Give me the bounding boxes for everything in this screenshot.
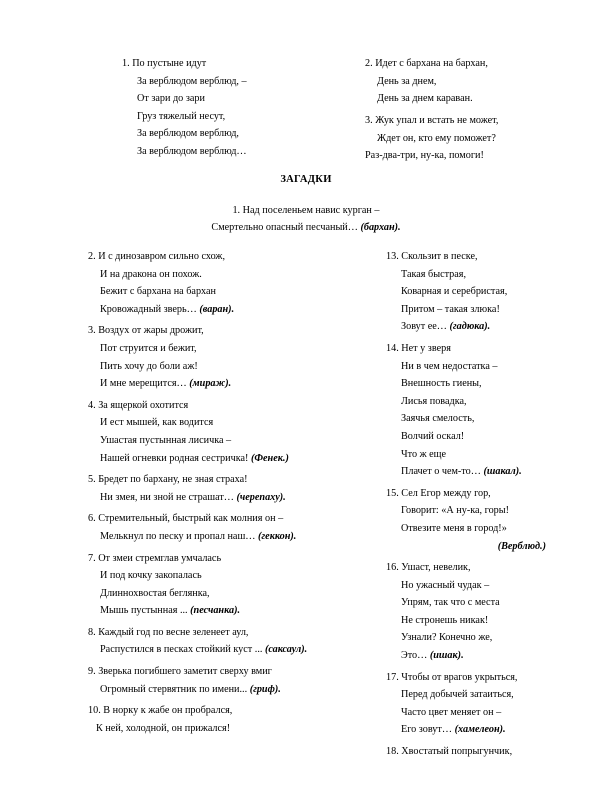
riddle-text: Кровожадный зверь… — [100, 303, 200, 315]
riddle-13 — [386, 248, 546, 336]
riddle-9 — [88, 663, 307, 698]
riddle-1-line-1 — [0, 202, 612, 219]
riddle-line: 10. В норку к жабе он пробрался, — [88, 705, 233, 717]
riddle-18 — [386, 743, 546, 761]
riddle-line: Заячья смелость, — [401, 413, 475, 425]
riddle-line: Не стронешь никак! — [401, 614, 489, 626]
riddle-1-answer: (бархан). — [360, 222, 401, 233]
riddle-line: Перед добычей затаиться, — [401, 689, 514, 701]
riddle-line: Ушастая пустынная лисичка – — [100, 434, 232, 446]
riddle-line: Волчий оскал! — [401, 430, 465, 442]
poem-1-line: Груз тяжелый несут, — [137, 110, 226, 122]
riddle-line: 18. Хвостатый попрыгунчик, — [386, 746, 513, 758]
riddle-text: Мышь пустынная ... — [100, 605, 191, 617]
riddle-14 — [386, 340, 546, 481]
riddle-line — [88, 528, 307, 546]
poem-2-line: День за днем, — [377, 75, 437, 87]
riddle-line — [88, 681, 307, 699]
poem-2-line: День за днем караван. — [377, 93, 473, 105]
riddle-answer: (шакал). — [483, 466, 522, 478]
riddle-line: Внешность гиены, — [401, 378, 482, 390]
riddle-line: Такая быстрая, — [401, 268, 467, 280]
riddle-line: Отвезите меня в город!» — [401, 522, 507, 534]
riddle-text: Распустился в песках стойкий куст ... — [100, 644, 265, 656]
riddle-line: Ни в чем недостатка – — [401, 360, 498, 372]
riddle-5 — [88, 471, 307, 506]
riddle-line: 13. Скользит в песке, — [386, 251, 478, 262]
riddle-line — [88, 602, 307, 620]
riddle-line: 7. От змеи стремглав умчалась — [88, 552, 222, 564]
riddle-line — [88, 301, 307, 319]
poem-1-line: От зари до зари — [137, 93, 205, 105]
riddle-line: Часто цвет меняет он – — [401, 706, 502, 718]
riddle-text: Это… — [401, 650, 430, 662]
riddle-2 — [88, 248, 307, 318]
riddle-line — [386, 721, 546, 739]
riddle-line: 9. Зверька погибшего заметит сверху вмиг — [88, 666, 272, 678]
riddle-line — [386, 647, 546, 665]
riddle-line: Упрям, так что с места — [401, 597, 500, 609]
riddle-line: Узнали? Конечно же, — [401, 632, 493, 644]
poem-1-line: За верблюдом верблюд, – — [137, 75, 247, 87]
riddle-text: Зовут ее… — [401, 321, 450, 333]
poem-1 — [122, 55, 247, 161]
riddle-line — [386, 318, 546, 336]
riddle-line: И на дракона он похож. — [100, 268, 202, 280]
riddle-1-text: Смертельно опасный песчаный… — [211, 222, 361, 233]
riddle-1-line-2 — [0, 219, 612, 236]
riddle-line: Пить хочу до боли аж! — [100, 360, 198, 372]
riddle-line: И под кочку закопалась — [100, 570, 202, 582]
riddle-answer: (Верблюд.) — [497, 540, 546, 552]
riddle-line: 15. Сел Егор между гор, — [386, 487, 491, 499]
riddle-answer: (геккон). — [258, 530, 297, 542]
poem-3 — [365, 112, 498, 165]
riddle-line: Притом – такая злюка! — [401, 303, 500, 315]
riddle-answer: (Фенек.) — [250, 452, 289, 464]
riddle-text: Ни змея, ни зной не страшат… — [100, 491, 237, 503]
riddle-line: Коварная и серебристая, — [401, 286, 508, 298]
riddle-line: 3. Воздух от жары дрожит, — [88, 325, 204, 337]
poem-1-line: За верблюдом верблюд… — [137, 145, 247, 157]
riddle-line: Пот струится и бежит, — [100, 342, 197, 354]
riddle-line — [88, 641, 307, 659]
riddle-line: 5. Бредет по бархану, не зная страха! — [88, 474, 248, 486]
riddle-text: Его зовут… — [401, 724, 455, 736]
riddle-line: К ней, холодной, он прижался! — [96, 722, 231, 734]
riddle-17 — [386, 669, 546, 739]
riddle-line — [88, 489, 307, 507]
riddle-1-text: 1. Над поселеньем навис курган – — [232, 205, 380, 216]
riddle-line: Длиннохвостая беглянка, — [100, 587, 210, 599]
poem-3-line: Ждет он, кто ему поможет? — [377, 132, 496, 144]
riddle-line: Бежит с бархана на бархан — [100, 286, 216, 298]
riddle-text: И мне мерещится… — [100, 378, 190, 390]
page-title: ЗАГАДКИ — [280, 174, 332, 185]
riddle-15 — [386, 485, 546, 555]
poem-3-line: 3. Жук упал и встать не может, — [365, 115, 499, 126]
riddle-10 — [88, 702, 307, 737]
riddle-answer: (песчанка). — [190, 605, 241, 617]
poem-1-line: За верблюдом верблюд, — [137, 128, 239, 140]
left-column — [88, 248, 307, 737]
riddle-answer: (ишак). — [429, 650, 464, 662]
poem-1-line: 1. По пустыне идут — [122, 58, 207, 69]
riddle-7 — [88, 550, 307, 620]
riddle-16 — [386, 559, 546, 665]
riddle-4 — [88, 397, 307, 467]
riddle-line: 14. Нет у зверя — [386, 342, 451, 354]
riddle-answer: (гриф). — [249, 683, 281, 695]
riddle-line: Что ж еще — [401, 448, 447, 460]
riddle-text: Мелькнул по песку и пропал наш… — [100, 530, 259, 542]
riddle-line — [386, 463, 546, 481]
riddle-line: 16. Ушаст, невелик, — [386, 562, 471, 574]
riddle-line: 8. Каждый год по весне зеленеет аул, — [88, 626, 249, 638]
riddle-answer: (саксаул). — [264, 644, 308, 656]
riddle-text: Огромный стервятник по имени... — [100, 683, 250, 695]
riddle-text: Плачет о чем-то… — [401, 466, 484, 478]
riddle-line: Говорит: «А ну-ка, горы! — [401, 505, 509, 517]
riddle-line: 6. Стремительный, быстрый как молния он – — [88, 513, 284, 525]
poem-2 — [365, 55, 488, 108]
riddle-answer-line — [386, 538, 546, 556]
riddle-3 — [88, 322, 307, 392]
riddle-line — [88, 450, 307, 468]
riddle-answer: (черепаху). — [236, 491, 286, 503]
riddle-line: Но ужасный чудак – — [401, 579, 490, 591]
riddle-answer: (гадюка). — [449, 321, 491, 333]
riddle-line — [88, 375, 307, 393]
poem-3-line: Раз-два-три, ну-ка, помоги! — [365, 150, 484, 162]
riddle-answer: (варан). — [199, 303, 235, 315]
riddle-text: Нашей огневки родная сестричка! — [100, 452, 251, 464]
riddle-line: Лисья повадка, — [401, 395, 467, 407]
riddle-line: 4. За ящеркой охотится — [88, 399, 189, 411]
riddle-line: 2. И с динозавром сильно схож, — [88, 251, 225, 262]
riddle-line: И ест мышей, как водится — [100, 417, 214, 429]
right-column — [386, 248, 546, 761]
riddle-8 — [88, 624, 307, 659]
riddle-line: 17. Чтобы от врагов укрыться, — [386, 671, 518, 683]
riddle-6 — [88, 510, 307, 545]
riddle-answer: (мираж). — [189, 378, 232, 390]
poem-2-line: 2. Идет с бархана на бархан, — [365, 58, 488, 69]
riddle-answer: (хамелеон). — [454, 724, 506, 736]
